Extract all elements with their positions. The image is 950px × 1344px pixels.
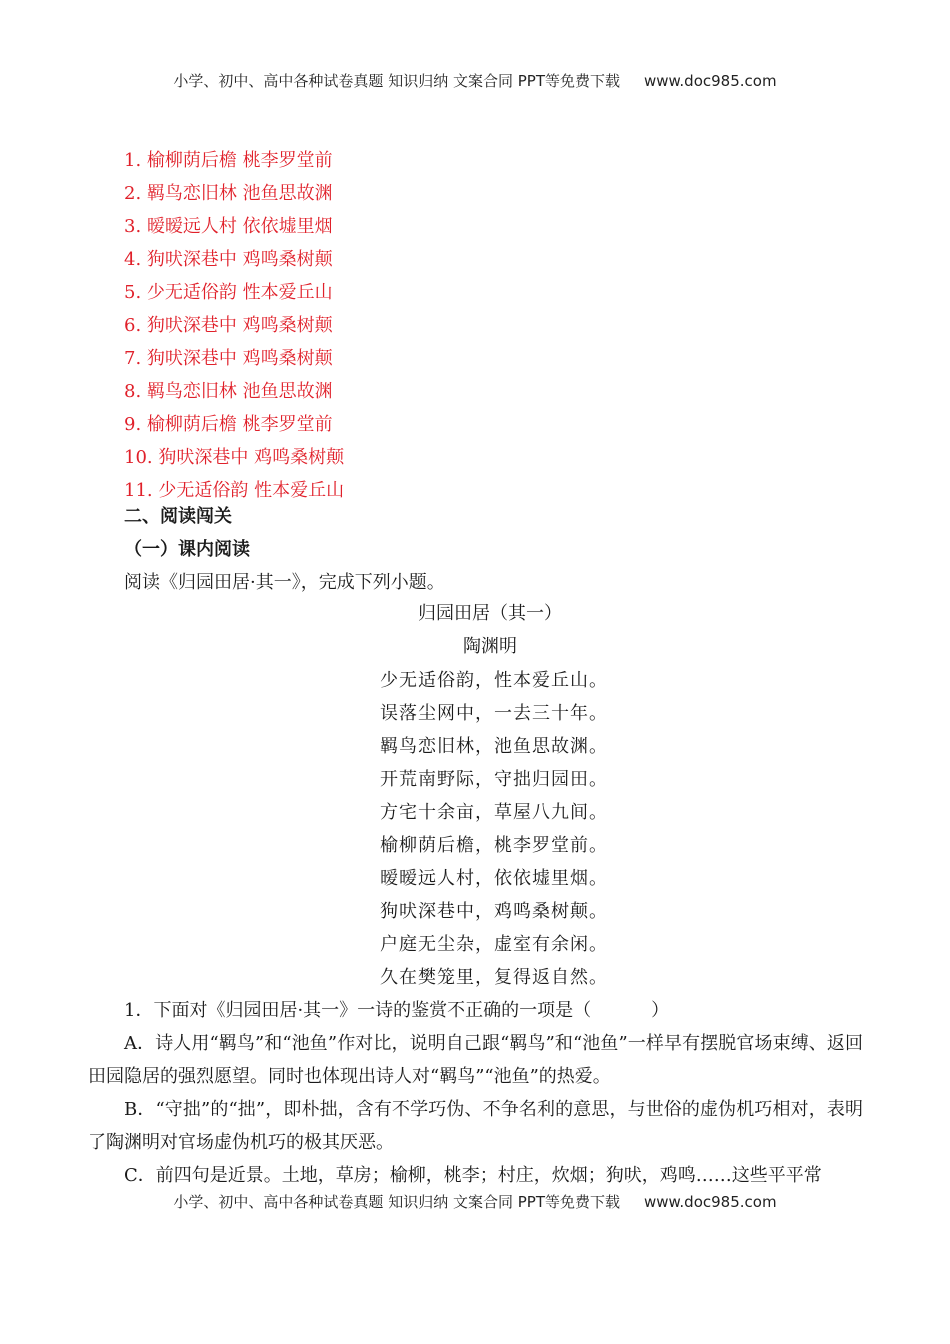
header-url[interactable]: www.doc985.com: [643, 72, 777, 90]
answer-item: 4. 狗吠深巷中 鸡鸣桑树颠: [124, 249, 333, 270]
poem-line: 开荒南野际，守拙归园田。: [380, 769, 608, 790]
answer-item: 7. 狗吠深巷中 鸡鸣桑树颠: [124, 348, 333, 369]
section-title: 二、阅读闯关: [124, 506, 232, 527]
option-b: B．“守拙”的“拙”，即朴拙，含有不学巧伪、不争名利的意思，与世俗的虚伪机巧相对，表明了陶渊明对官场虚伪机巧的极其厌恶。: [88, 1099, 863, 1153]
answer-item: 2. 羁鸟恋旧林 池鱼思故渊: [124, 183, 333, 204]
page-footer: [0, 1191, 950, 1212]
reading-instruction: 阅读《归园田居·其一》，完成下列小题。: [124, 572, 445, 593]
footer-text: 小学、初中、高中各种试卷真题 知识归纳 文案合同 PPT等免费下载: [173, 1193, 620, 1211]
poem-line: 久在樊笼里，复得返自然。: [380, 967, 608, 988]
poem-line: 误落尘网中，一去三十年。: [380, 703, 608, 724]
question-block: [88, 994, 863, 1192]
poem-line: 方宅十余亩，草屋八九间。: [380, 802, 608, 823]
answer-item: 3. 暧暧远人村 依依墟里烟: [124, 216, 333, 237]
poem-title: 归园田居（其一）: [418, 603, 562, 624]
answer-item: 11. 少无适俗韵 性本爱丘山: [124, 480, 345, 501]
option-a: A．诗人用“羁鸟”和“池鱼”作对比，说明自己跟“羁鸟”和“池鱼”一样早有摆脱官场束缚、返回田园隐居的强烈愿望。同时也体现出诗人对“羁鸟”“池鱼”的热爱。: [88, 1033, 863, 1087]
poem-line: 户庭无尘杂，虚室有余闲。: [380, 934, 608, 955]
subsection-title: （一）课内阅读: [124, 539, 250, 560]
poem-body: [380, 664, 608, 994]
poem-line: 暧暧远人村，依依墟里烟。: [380, 868, 608, 889]
answer-item: 8. 羁鸟恋旧林 池鱼思故渊: [124, 381, 333, 402]
poem-line: 羁鸟恋旧林，池鱼思故渊。: [380, 736, 608, 757]
page-header: [0, 70, 950, 91]
answer-item: 1. 榆柳荫后檐 桃李罗堂前: [124, 150, 333, 171]
poem-line: 少无适俗韵，性本爱丘山。: [380, 670, 608, 691]
poem-author: 陶渊明: [463, 636, 517, 657]
question-stem: 1．下面对《归园田居·其一》一诗的鉴赏不正确的一项是（ ）: [124, 1000, 670, 1021]
header-text: 小学、初中、高中各种试卷真题 知识归纳 文案合同 PPT等免费下载: [173, 72, 620, 90]
answer-list: [124, 144, 344, 507]
poem-line: 榆柳荫后檐，桃李罗堂前。: [380, 835, 608, 856]
footer-url[interactable]: www.doc985.com: [643, 1193, 777, 1211]
poem-line: 狗吠深巷中，鸡鸣桑树颠。: [380, 901, 608, 922]
option-c: C．前四句是近景。土地，草房；榆柳，桃李；村庄，炊烟；狗吠，鸡鸣……这些平平常: [124, 1165, 822, 1186]
answer-item: 9. 榆柳荫后檐 桃李罗堂前: [124, 414, 333, 435]
answer-item: 6. 狗吠深巷中 鸡鸣桑树颠: [124, 315, 333, 336]
answer-item: 10. 狗吠深巷中 鸡鸣桑树颠: [124, 447, 345, 468]
answer-item: 5. 少无适俗韵 性本爱丘山: [124, 282, 333, 303]
